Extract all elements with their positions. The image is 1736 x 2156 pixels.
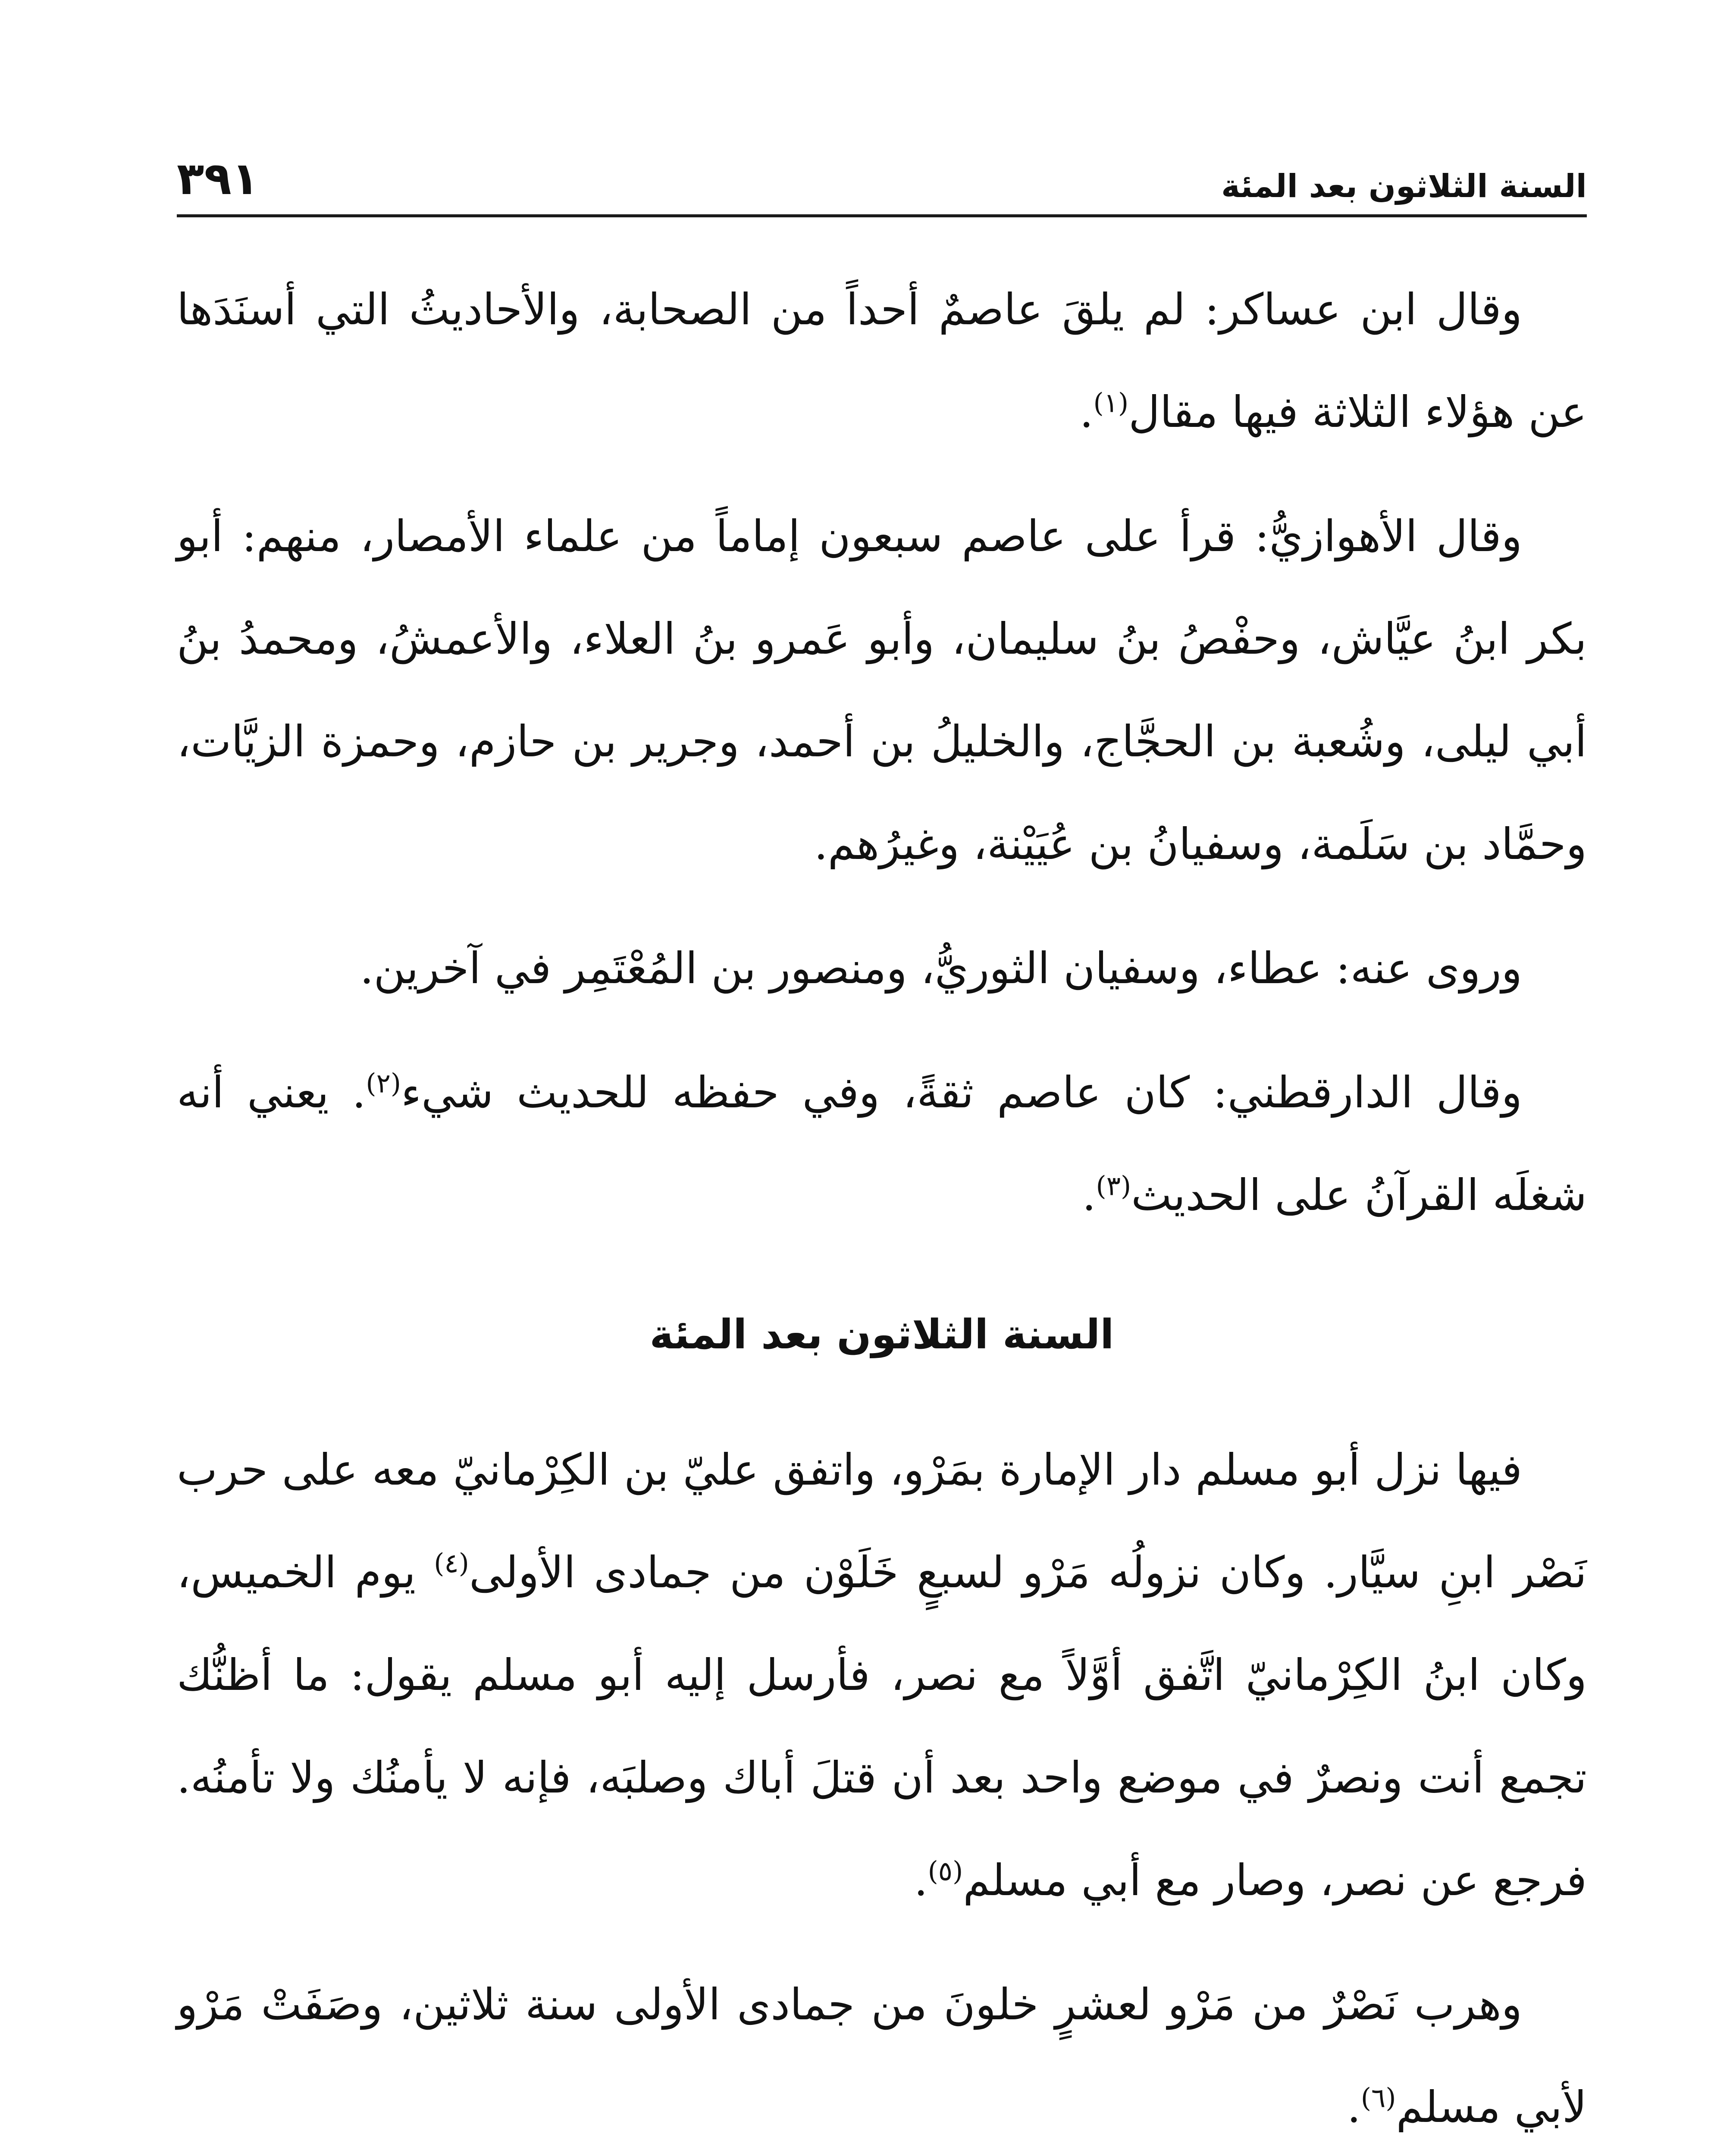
paragraph-tail: . يعني أنه شغلَه القرآنُ على الحديث <box>177 1067 1587 1220</box>
footnote-ref: (٥) <box>928 1855 963 1887</box>
paragraph <box>177 917 1587 1020</box>
running-header <box>177 129 1587 217</box>
paragraph <box>177 1041 1587 1247</box>
paragraph-text: وهرب نَصْرٌ من مَرْو لعشرٍ خلونَ من جمادى الأولى سنة ثلاثين، وصَفَتْ مَرْو لأبي مسلم <box>177 1979 1587 2132</box>
running-header-title: السنة الثلاثون بعد المئة <box>1221 168 1587 205</box>
section-heading: السنة الثلاثون بعد المئة <box>649 1311 1114 1358</box>
footnote-ref: (٣) <box>1096 1170 1131 1202</box>
page-number: ٣٩١ <box>177 152 259 205</box>
footnote-ref: (١) <box>1093 387 1129 419</box>
paragraph-tail: . <box>1347 2082 1361 2132</box>
paragraph <box>177 1953 1587 2156</box>
paragraph-text: وقال الدارقطني: كان عاصم ثقةً، وفي حفظه للحديث شيء <box>401 1067 1522 1118</box>
footnote-ref: (٤) <box>434 1547 469 1579</box>
paragraph-text: وقال ابن عساكر: لم يلقَ عاصمٌ أحداً من الصحابة، والأحاديثُ التي أسنَدَها عن هؤلاء الثلاثة فيها مقال <box>177 284 1587 437</box>
paragraph <box>177 258 1587 464</box>
paragraph-tail: . <box>914 1855 928 1905</box>
paragraph <box>177 1419 1587 1932</box>
paragraph-text: فيها نزل أبو مسلم دار الإمارة بمَرْو، واتفق عليّ بن الكِرْمانيّ معه على حرب نَصْر ابنِ سيَّار. وكان نزولُه مَرْو لسبعٍ خَلَوْن من جمادى الأولى <box>177 1445 1587 1598</box>
footnote-ref: (٦) <box>1360 2082 1396 2114</box>
paragraph-tail: . <box>1079 387 1094 437</box>
footnote-ref: (٢) <box>366 1067 401 1099</box>
paragraph-text: وقال الأهوازيُّ: قرأ على عاصم سبعون إماماً من علماء الأمصار، منهم: أبو بكر ابنُ عيَّاش، وحفْصُ بنُ سليمان، وأبو عَمرو بنُ العلاء، والأعمشُ، ومحمدُ بنُ أبي ليلى، وشُعبة بن الحجَّاج، والخليلُ بن أحمد، وجرير بن حازم، وحمزة الزيَّات، وحمَّاد بن سَلَمة، وسفيانُ بن عُيَيْنة، وغيرُهم. <box>177 511 1587 869</box>
paragraph-text: وروى عنه: عطاء، وسفيان الثوريُّ، ومنصور بن المُعْتَمِر في آخرين. <box>360 943 1522 993</box>
main-text <box>177 258 1587 2156</box>
paragraph-tail: يوم الخميس، وكان ابنُ الكِرْمانيّ اتَّفق أوَّلاً مع نصر، فأرسل إليه أبو مسلم يقول: ما أظنُّك تجمع أنت ونصرٌ في موضع واحد بعد أن قتلَ أباك وصلبَه، فإنه لا يأمنُك ولا تأمنُه. فرجع عن نصر، وصار مع أبي مسلم <box>177 1547 1587 1905</box>
paragraph <box>177 485 1587 896</box>
paragraph-tail: . <box>1082 1170 1096 1220</box>
book-page <box>177 129 1587 2156</box>
